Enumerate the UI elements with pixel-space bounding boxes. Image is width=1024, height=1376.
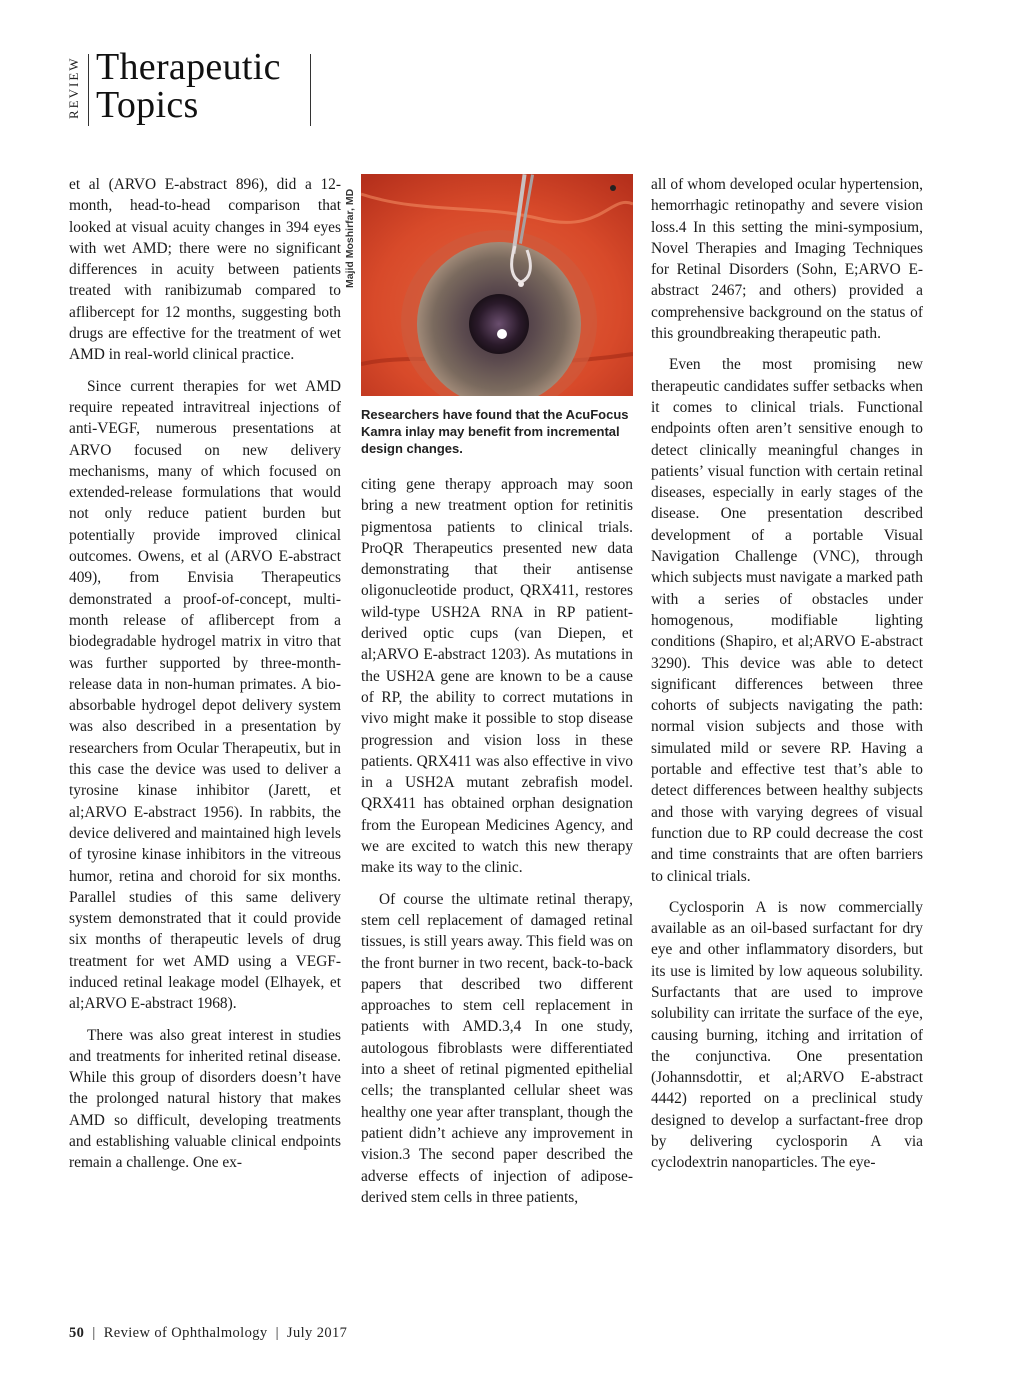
title-line-2: Topics: [96, 84, 199, 126]
page-header: [66, 48, 316, 128]
paragraph: Cyclosporin A is now commercially available as an oil-based surfactant for dry eye and other inflammatory disorders, but its use is limited by low aqueous solubility. Surfactants that are used to improve solubility can irritate the surface of the eye, causing burning, itching and irritation of the conjunctiva. One presentation (Johannsdottir, et al;ARVO E-abstract 4442) reported on a preclinical study designed to develop a surfactant-free drop by delivering cyclosporin A via cyclodextrin nanoparticles. The eye-: [651, 898, 923, 1172]
header-divider-left: [88, 54, 89, 126]
article-column-2: [361, 474, 633, 1208]
publication-name: Review of Ophthalmology: [103, 1325, 268, 1341]
page-footer: [69, 1325, 347, 1342]
issue-date: July 2017: [286, 1325, 348, 1341]
figure-caption: Researchers have found that the AcuFocus Kamra inlay may benefit from incremental design changes.: [361, 407, 629, 456]
paragraph: Even the most promising new therapeutic candidates suffer setbacks when it comes to clinical trials. Functional endpoints often aren’t sensitive enough to detect clinically meaningful changes in patients’ visual function with certain retinal diseases, especially in early stages of the disease. One presentation described development of a portable Visual Navigation Challenge (VNC), through which subjects must navigate a marked path with a series of obstacles under homogenous, modifiable lighting conditions (Shapiro, et al;ARVO E-abstract 3290). This device was able to detect significant differences between three cohorts of subjects navigating the path: normal vision subjects and those with simulated mild or severe RP. Having a portable and effective test that’s able to detect differences between healthy subjects and those with varying degrees of visual function due to RP could decrease the cost and time constraints that are often barriers to clinical trials.: [651, 356, 923, 885]
paragraph: et al (ARVO E-abstract 896), did a 12-month, head-to-head comparison that looked at visual acuity changes in 394 eyes with wet AMD; there were no significant differences in acuity between patients treated with ranibizumab compared to aflibercept for 12 months, suggesting both drugs are effective for the treatment of wet AMD in real-world clinical practice.: [69, 176, 341, 364]
page-number: 50: [69, 1325, 85, 1341]
paragraph: Since current therapies for wet AMD require repeated intravitreal injections of anti-VEGF, numerous presentations at ARVO focused on new delivery mechanisms, many of which focused on extended-release formulations that would not only reduce patient burden but potentially provide improved clinical outcomes. Owens, et al (ARVO E-abstract 409), from Envisia Therapeutics demonstrated a proof-of-concept, multi-month release of aflibercept from a biodegradable hydrogel matrix in vitro that was further supported by three-month-release data in non-human primates. A bio-absorbable hydrogel depot delivery system was also described in a presentation by researchers from Ocular Therapeutix, but in this case the device was used to deliver a tyrosine kinase inhibitor (Jarett, et al;ARVO E-abstract 1956). In rabbits, the device delivered and maintained high levels of tyrosine kinase inhibitors in the vitreous humor, retina and choroid for six months. Parallel studies of this same delivery system demonstrated that it could provide six months of therapeutic levels of drug treatment for wet AMD using a VEGF-induced retinal leakage model (Elhayek, et al;ARVO E-abstract 1968).: [69, 377, 341, 1013]
article-column-1: [69, 174, 341, 1174]
header-divider-right: [310, 54, 311, 126]
footer-separator: |: [92, 1325, 96, 1341]
section-title: [96, 48, 281, 124]
eye-photo: [361, 174, 633, 396]
title-line-1: Therapeutic: [96, 46, 281, 88]
paragraph: citing gene therapy approach may soon bring a new treatment option for retinitis pigmentosa patients to clinical trials. ProQR Therapeutics presented new data demonstrating that their antisense oligonucleotide product, QRX411, restores wild-type USH2A RNA in RP patient-derived optic cups (van Diepen, et al;ARVO E-abstract 1203). As mutations in the USH2A gene are known to be a cause of RP, the ability to correct mutations in vivo might make it possible to stop disease progression and vision loss in these patients. QRX411 was also effective in vivo in a USH2A mutant zebrafish model. QRX411 has obtained orphan designation from the European Medicines Agency, and we are excited to watch this new therapy make its way to the clinic.: [361, 476, 633, 877]
eye-surgery-image: [361, 174, 633, 396]
paragraph: Of course the ultimate retinal therapy, stem cell replacement of damaged retinal tissues, is still years away. This field was on the front burner in two recent, back-to-back papers that described two different approaches to stem cell replacement in patients with AMD.3,4 In one study, autologous fibroblasts were differentiated into a sheet of retinal pigmented epithelial cells; the transplanted cellular sheet was healthy one year after transplant, though the patient didn’t achieve any improvement in vision.3 The second paper described the adverse effects of injection of adipose-derived stem cells in three patients,: [361, 890, 633, 1206]
footer-separator: |: [275, 1325, 279, 1341]
article-column-3: [651, 174, 923, 1174]
section-label: REVIEW: [66, 56, 81, 120]
figure: [361, 174, 633, 457]
paragraph: There was also great interest in studies and treatments for inherited retinal disease. While this group of disorders doesn’t have the prolonged natural history that makes AMD so difficult, developing treatments and establishing valuable clinical endpoints remain a challenge. One ex-: [69, 1026, 341, 1172]
photo-credit: Majid Moshirfar, MD: [344, 188, 356, 288]
paragraph: all of whom developed ocular hypertension, hemorrhagic retinopathy and severe vision loss.4 In this setting the mini-symposium, Novel Therapies and Imaging Techniques for Retinal Disorders (Sohn, E;ARVO E-abstract 2467; and others) provided a comprehensive background on the status of this groundbreaking therapeutic path.: [651, 176, 923, 343]
